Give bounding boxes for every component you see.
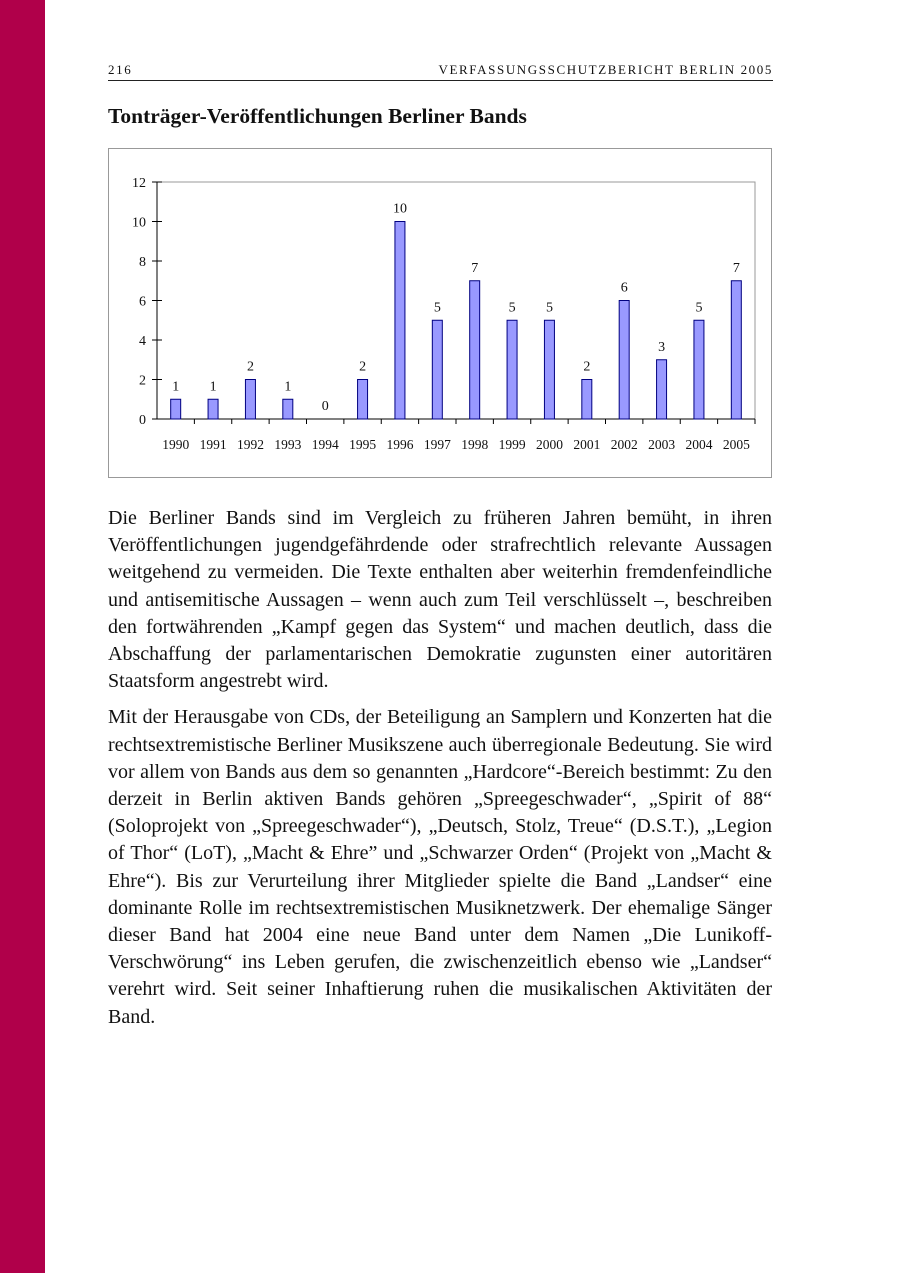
y-tick-label: 6 [139, 294, 146, 310]
data-label: 1 [284, 379, 292, 395]
x-tick-label: 1991 [199, 437, 227, 452]
x-tick-label: 2000 [535, 437, 563, 452]
data-label: 2 [583, 359, 591, 375]
data-label: 7 [732, 260, 740, 276]
data-label: 5 [695, 300, 703, 316]
bar [619, 301, 629, 420]
y-tick-label: 4 [139, 334, 146, 349]
running-title: VERFASSUNGSSCHUTZBERICHT BERLIN 2005 [438, 62, 773, 77]
data-label: 5 [545, 300, 553, 316]
data-label: 7 [471, 260, 479, 276]
x-tick-label: 1997 [423, 437, 451, 452]
bar [470, 281, 480, 419]
x-tick-label: 1993 [274, 437, 302, 452]
y-tick-label: 12 [132, 176, 146, 191]
x-tick-label: 2003 [648, 437, 676, 452]
body-text [108, 505, 772, 1040]
data-label: 5 [433, 300, 441, 316]
x-tick-label: 1998 [461, 437, 489, 452]
x-tick-label: 2005 [722, 437, 750, 452]
bar [208, 399, 218, 419]
bar [358, 380, 368, 420]
x-tick-label: 2002 [610, 437, 638, 452]
y-tick-label: 10 [132, 215, 146, 231]
page-number: 216 [108, 62, 133, 77]
side-color-bar [0, 0, 45, 1273]
paragraph: Mit der Herausgabe von CDs, der Beteiligung an Samplern und Konzerten hat die rechtsextremistische Berliner Musikszene auch überregionale Bedeutung. Sie wird vor allem von Bands aus dem so genannten „Hardcore“-Bereich bestimmt: Zu den derzeit in Berlin aktiven Bands gehören „Spreegeschwader“, „Spirit of 88“ (Soloprojekt von „Spreegeschwader“), „Deutsch, Stolz, Treue“ (D.S.T.), „Legion of Thor“ (LoT), „Macht & Ehre” und „Schwarzer Orden“ (Projekt von „Macht & Ehre“). Bis zur Verurteilung ihrer Mitglieder spielte die Band „Landser“ eine dominante Rolle im rechtsextremistischen Musiknetzwerk. Der ehemalige Sänger dieser Band hat 2004 eine neue Band unter dem Namen „Die Lunikoff-Verschwörung“ ins Leben gerufen, die zwischenzeitlich ebenso wie „Landser“ verehrt wird. Seit seiner Inhaftierung ruhen die musikalischen Aktivitäten der Band. [108, 706, 772, 1028]
y-tick-label: 2 [139, 373, 146, 389]
x-tick-label: 1995 [349, 437, 377, 452]
data-label: 1 [209, 379, 217, 395]
x-tick-label: 1996 [386, 437, 414, 452]
data-label: 6 [620, 280, 628, 296]
data-label: 3 [658, 339, 666, 355]
data-label: 2 [246, 359, 254, 375]
chart-heading: Tonträger-Veröffentlichungen Berliner Bands [108, 104, 527, 128]
bar-chart [109, 149, 773, 479]
paragraph: Die Berliner Bands sind im Vergleich zu früheren Jahren bemüht, in ihren Veröffentlichungen jugendgefährdende oder strafrechtlich relevante Aussagen weitgehend zu vermeiden. Die Texte enthalten aber weiterhin fremdenfeindliche und antisemitische Aussagen – wenn auch zum Teil verschlüsselt –, beschreiben den fortwährenden „Kampf gegen das System“ und machen deutlich, dass die Abschaffung der parlamentarischen Demokratie zugunsten einer autoritären Staatsform angestrebt wird. [108, 507, 772, 693]
x-tick-label: 1999 [498, 437, 526, 452]
x-tick-label: 2001 [573, 437, 601, 452]
bar [245, 380, 255, 420]
y-tick-label: 8 [139, 255, 146, 270]
data-label: 2 [359, 359, 367, 375]
bar [432, 320, 442, 419]
x-tick-label: 1994 [311, 437, 339, 452]
x-tick-label: 1992 [236, 437, 264, 452]
bar [657, 360, 667, 419]
running-header [108, 60, 773, 81]
bar [544, 320, 554, 419]
bar [694, 320, 704, 419]
data-label: 5 [508, 300, 516, 316]
y-tick-label: 0 [139, 413, 146, 428]
data-label: 0 [321, 399, 329, 414]
data-label: 1 [172, 379, 180, 395]
bar [731, 281, 741, 419]
chart-frame [108, 148, 772, 478]
bar [171, 399, 181, 419]
x-tick-label: 2004 [685, 437, 713, 452]
data-label: 10 [392, 201, 407, 217]
bar [395, 222, 405, 420]
x-tick-label: 1990 [162, 437, 190, 452]
bar [582, 380, 592, 420]
bar [507, 320, 517, 419]
bar [283, 399, 293, 419]
